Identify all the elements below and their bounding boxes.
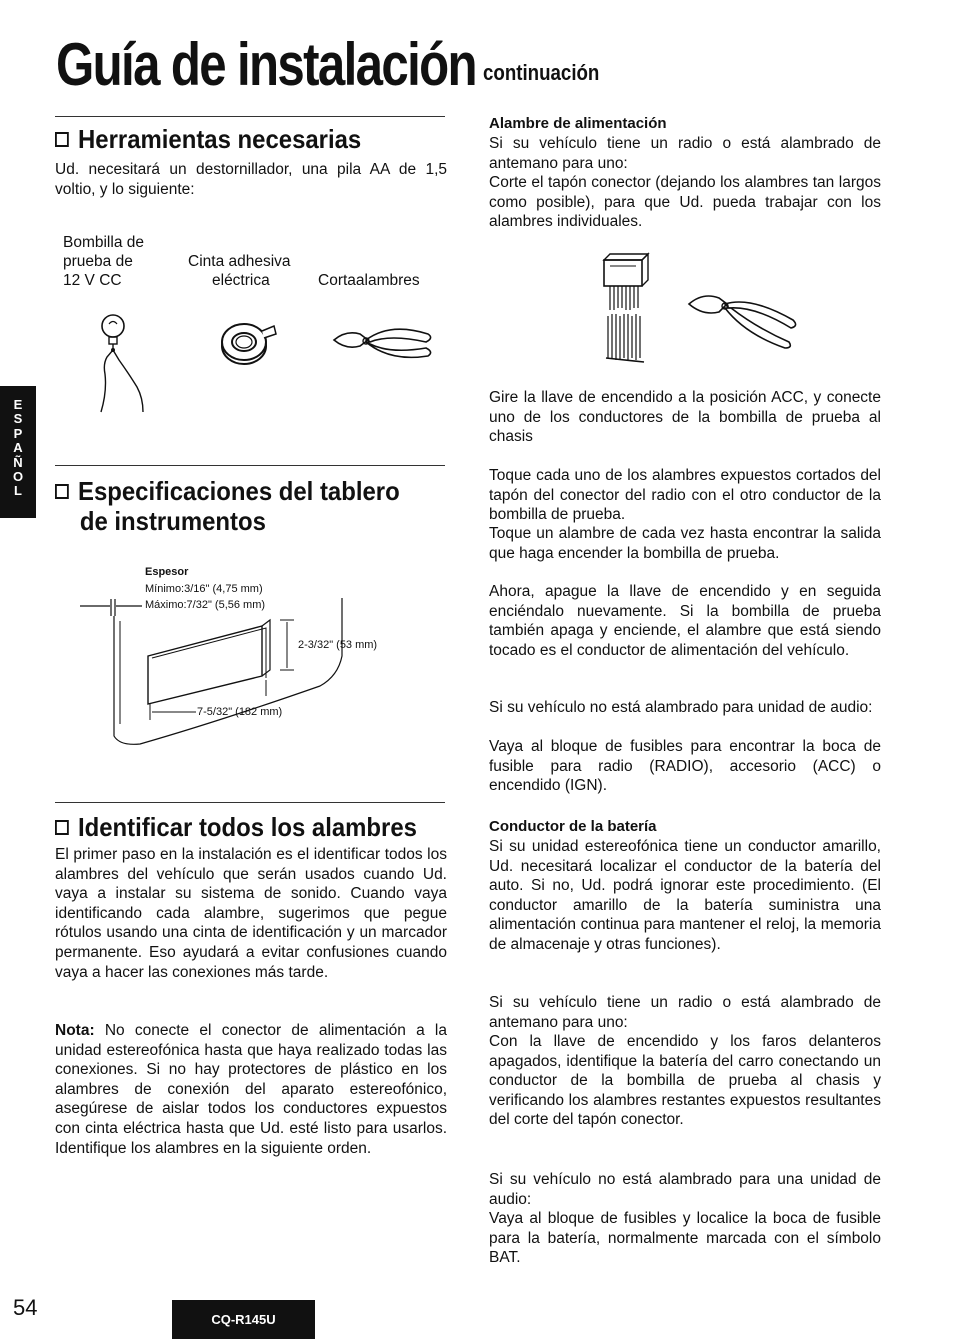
- dash-heading-line2: de instrumentos: [79, 506, 266, 536]
- battery-wire-heading: Conductor de la batería: [489, 818, 657, 835]
- power-paragraph: Ahora, apague la llave de encendido y en seguida enciéndalo nuevamente. Si la bombilla de prueba también apaga y enciende, el alambre que está siendo tocado es el conductor de alimentación del vehículo.: [489, 583, 881, 659]
- wiring-connector-icon: [596, 252, 656, 364]
- wire-cutter-icon: [685, 284, 803, 354]
- note-label: Nota:: [55, 1022, 95, 1039]
- thickness-label: Espesor: [145, 566, 189, 578]
- power-wire-heading: Alambre de alimentación: [489, 115, 667, 132]
- power-paragraph: Vaya al bloque de fusibles para encontrar la boca de fusible para radio (RADIO), accesorio (ACC) o encendido (IGN).: [489, 738, 881, 795]
- language-tab-letter: L: [14, 483, 22, 499]
- tool-label-tape-1: Cinta adhesiva: [188, 253, 291, 270]
- thickness-min: Mínimo:3/16" (4,75 mm): [145, 583, 263, 595]
- battery-paragraph: Vaya al bloque de fusibles y localice la boca de fusible para la batería, normalmente marcada con el símbolo BAT.: [489, 1210, 881, 1267]
- checkbox-square-icon: [55, 132, 69, 147]
- dash-heading-line1: Especificaciones del tablero: [78, 476, 400, 506]
- dash-heading: [55, 476, 441, 506]
- opening-height: 2-3/32" (53 mm): [298, 639, 378, 651]
- battery-paragraph: Con la llave de encendido y los faros delanteros apagados, identifique la batería del carro conectando un conductor de la bombilla de prueba al chasis y verificando los alambres restantes expuestos resultantes del corte del tapón conector.: [489, 1033, 881, 1129]
- power-paragraph: Toque un alambre de cada vez hasta encontrar la salida que haga encender la bombilla de prueba.: [489, 525, 881, 562]
- opening-width: 7-5/32" (182 mm): [197, 706, 283, 718]
- battery-paragraph: Si su vehículo tiene un radio o está alambrado de antemano para uno:: [489, 994, 881, 1031]
- language-tab-letter: E: [13, 397, 23, 412]
- power-paragraph: Corte el tapón conector (dejando los alambres tan largos como posible), para que Ud. pueda trabajar con los alambres individuales.: [489, 174, 881, 231]
- checkbox-square-icon: [55, 484, 69, 499]
- electrical-tape-icon: [218, 316, 280, 370]
- page-title: Guía de instalación: [56, 31, 476, 98]
- dashboard-opening-diagram: [80, 596, 350, 756]
- identify-paragraph: El primer paso en la instalación es el identificar todos los alambres del vehículo que serán usados cuando Ud. vaya a instalar su sistema de sonido. Cuando vaya identificando cada alambre, sugerimos que pegue rótulos usando una cinta de identificación y un marcador permanente. Eso ayudará a evitar confusiones cuando vaya a hacer las conexiones más tarde.: [55, 846, 447, 981]
- battery-paragraph: Si su vehículo no está alambrado para una unidad de audio:: [489, 1171, 881, 1208]
- test-bulb-icon: [85, 312, 155, 417]
- language-tab-letter: Ñ: [13, 454, 23, 470]
- language-tab-letter: S: [13, 411, 23, 427]
- section-divider: [55, 116, 445, 117]
- tool-label-bulb-2: prueba de: [63, 253, 133, 270]
- tools-heading-text: Herramientas necesarias: [78, 124, 362, 154]
- power-paragraph: Gire la llave de encendido a la posición ACC, y conecte uno de los conductores de la bombilla de prueba al chasis: [489, 389, 881, 446]
- section-divider: [55, 802, 445, 803]
- note-text: No conecte el conector de alimentación a la unidad estereofónica hasta que haya realizado todas las conexiones. Si no hay protectores de plástico en los alambres de conexión del aparato estereofónico, asegúrese de aislar todos los conductores expuestos con cinta eléctrica hasta que Ud. esté listo para usarlos. Identifique los alambres en la siguiente orden.: [55, 1022, 447, 1157]
- language-tab-letter: O: [12, 469, 24, 485]
- power-paragraph: Toque cada uno de los alambres expuestos cortados del tapón del conector del radio con el otro conductor de la bombilla de prueba.: [489, 467, 881, 524]
- language-tab-letter: P: [13, 425, 23, 441]
- language-tab: [0, 386, 36, 518]
- page-title-suffix: continuación: [483, 60, 600, 85]
- tool-label-bulb-1: Bombilla de: [63, 234, 144, 251]
- section-divider: [55, 465, 445, 466]
- identify-note: [55, 1021, 447, 1158]
- tool-label-cutter: Cortaalambres: [318, 272, 420, 289]
- power-paragraph: Si su vehículo tiene un radio o está alambrado de antemano para uno:: [489, 135, 881, 172]
- identify-heading-text: Identificar todos los alambres: [78, 812, 417, 842]
- checkbox-square-icon: [55, 820, 69, 835]
- language-tab-letter: A: [13, 440, 23, 456]
- tool-label-tape-2: eléctrica: [212, 272, 270, 289]
- tool-label-bulb-3: 12 V CC: [63, 272, 122, 289]
- power-paragraph: Si su vehículo no está alambrado para unidad de audio:: [489, 699, 873, 716]
- thickness-max: Máximo:7/32" (5,56 mm): [145, 599, 266, 611]
- tools-intro: Ud. necesitará un destornillador, una pila AA de 1,5 voltio, y lo siguiente:: [55, 161, 447, 198]
- identify-heading: [55, 812, 441, 842]
- model-badge: CQ-R145U: [172, 1300, 315, 1339]
- wire-cutter-icon: [330, 318, 436, 372]
- tools-heading: [55, 124, 441, 154]
- page-number: 54: [13, 1295, 38, 1320]
- battery-paragraph: Si su unidad estereofónica tiene un conductor amarillo, Ud. necesitará localizar el conductor de la batería del auto. Si no, Ud. podrá ignorar este procedimiento. (El conductor amarillo de la batería suministra una alimentación continua para mantener el reloj, la memoria de almacenaje y otras funciones).: [489, 838, 881, 953]
